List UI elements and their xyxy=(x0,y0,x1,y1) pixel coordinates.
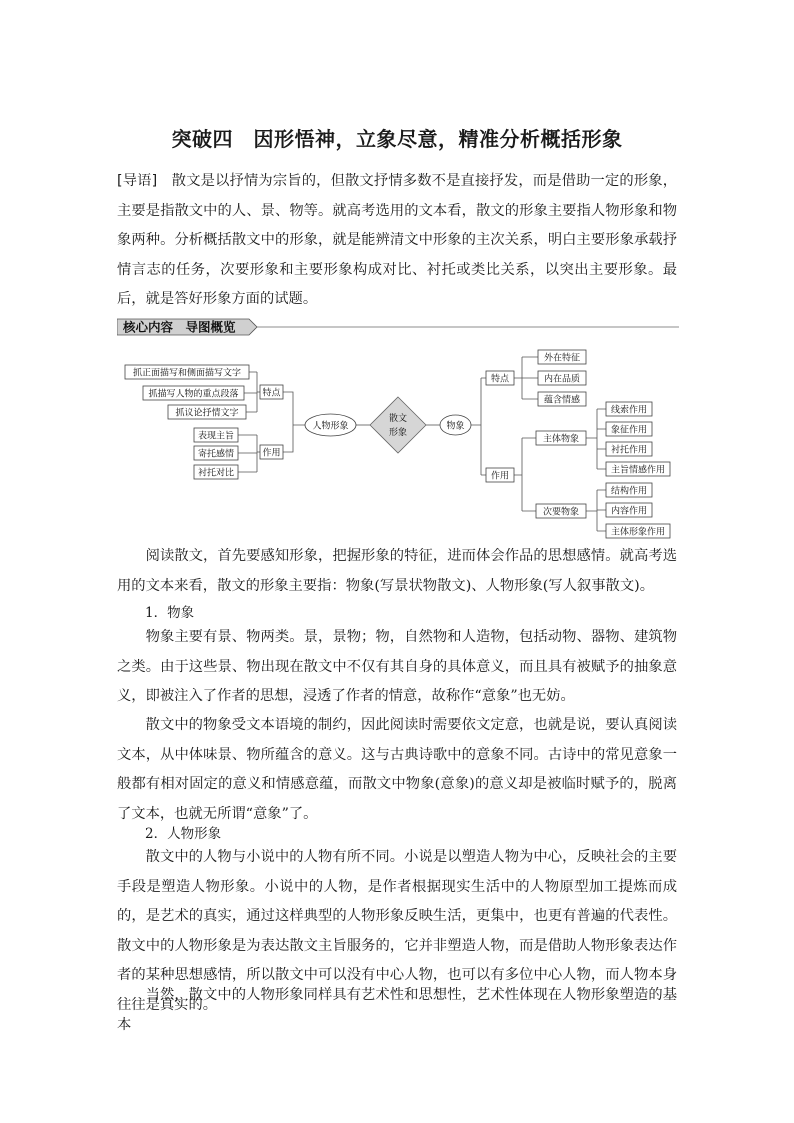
page-title: 突破四 因形悟神，立象尽意，精准分析概括形象 xyxy=(171,127,623,151)
section-heading: 2．人物形象 xyxy=(145,826,222,842)
body-paragraph: 当然，散文中的人物形象同样具有艺术性和思想性，艺术性体现在人物形象塑造的基本 xyxy=(117,987,677,1033)
mm-secondary-item-2-label: 内容作用 xyxy=(610,506,648,517)
mm-center-node xyxy=(370,397,426,453)
mm-left-feature-2-label: 抓描写人物的重点段落 xyxy=(148,389,239,400)
body-paragraph: 散文中的物象受文本语境的制约，因此阅读时需要依文定意，也就是说，要认真阅读文本，从中体味景、物所蕴含的意义。这与古典诗歌中的意象不同。古诗中的常见意象一般都有相对固定的意义和情感意蕴，而散文中物象(意象)的意义却是被临时赋予的，脱离了文本，也就无所谓“意象”了。 xyxy=(117,717,677,822)
section-heading: 1．物象 xyxy=(145,605,195,621)
mm-left-function-1-label: 表现主旨 xyxy=(197,431,235,442)
mind-map xyxy=(117,345,679,545)
mm-main-item-3-label: 衬托作用 xyxy=(610,445,648,456)
mm-right-functions-label: 作用 xyxy=(490,471,510,482)
mm-main-object-label: 主体物象 xyxy=(542,434,580,445)
mm-left-function-2-label: 寄托感情 xyxy=(197,449,235,460)
intro-text: 散文是以抒情为宗旨的，但散文抒情多数不是直接抒发，而是借助一定的形象，主要是指散文中的人、景、物等。就高考选用的文本看，散文的形象主要指人物形象和物象两种。分析概括散文中的形象，就是能辨清文中形象的主次关系，明白主要形象承载抒情言志的任务，次要形象和主要形象构成对比、衬托或类比关系，以突出主要形象。最后，就是答好形象方面的试题。 xyxy=(117,173,678,307)
section-header-label: 核心内容 导图概览 xyxy=(123,319,236,335)
body-paragraph: 物象主要有景、物两类。景，景物；物，自然物和人造物，包括动物、器物、建筑物之类。由于这些景、物出现在散文中不仅有其自身的具体意义，而且具有被赋予的抽象意义，即被注入了作者的思想，浸透了作者的情意，故称作“意象”也无妨。 xyxy=(117,629,677,704)
mm-main-item-4-label: 主旨情感作用 xyxy=(610,465,666,476)
mm-secondary-object-label: 次要物象 xyxy=(542,507,580,518)
mm-connector xyxy=(514,438,536,511)
body-paragraph: 散文中的人物与小说中的人物有所不同。小说是以塑造人物为中心，反映社会的主要手段是塑造人物形象。小说中的人物，是作者根据现实生活中的人物原型加工提炼而成的，是艺术的真实，通过这样典型的人物形象反映生活，更集中，也更有普遍的代表性。散文中的人物形象是为表达散文主旨服务的，它并非塑造人物，而是借助人物形象表达作者的某种思想感情，所以散文中可以没有中心人物，也可以有多位中心人物，而人物本身往往是真实的。 xyxy=(117,849,677,1013)
mm-right-features-label: 特点 xyxy=(490,374,510,385)
mm-object-label: 物象 xyxy=(446,421,465,432)
mm-main-item-1-label: 线索作用 xyxy=(610,405,648,416)
mm-left-functions-label: 作用 xyxy=(262,448,281,459)
section-header xyxy=(117,317,679,337)
mm-secondary-item-1-label: 结构作用 xyxy=(610,486,648,497)
mm-connector xyxy=(283,392,305,452)
mm-connector xyxy=(586,409,606,469)
body-paragraph: 阅读散文，首先要感知形象，把握形象的特征，进而体会作品的思想感情。就高考选用的文本来看，散文的形象主要指：物象(写景状物散文)、人物形象(写人叙事散文)。 xyxy=(117,548,677,594)
mm-person-label: 人物形象 xyxy=(312,421,349,432)
mm-connector xyxy=(514,357,538,399)
intro-tag: [导语] xyxy=(117,173,158,189)
mm-left-features-label: 特点 xyxy=(262,388,281,399)
mm-main-item-2-label: 象征作用 xyxy=(610,425,648,436)
mm-connector xyxy=(586,490,606,531)
mm-secondary-item-3-label: 主体形象作用 xyxy=(610,527,666,538)
mm-left-feature-1-label: 抓正面描写和侧面描写文字 xyxy=(132,368,242,379)
mm-right-feature-1-label: 外在特征 xyxy=(543,353,581,364)
mm-left-feature-3-label: 抓议论抒情文字 xyxy=(175,408,239,419)
mm-connector xyxy=(238,435,260,472)
mm-center-label-1: 散文 xyxy=(388,414,408,424)
mm-center-label-2: 形象 xyxy=(388,428,408,438)
intro-paragraph xyxy=(117,167,677,315)
mm-right-feature-3-label: 蕴含情感 xyxy=(543,395,581,406)
mm-connector xyxy=(471,378,486,475)
mm-left-function-3-label: 衬托对比 xyxy=(197,468,235,479)
mm-right-feature-2-label: 内在品质 xyxy=(543,374,581,385)
